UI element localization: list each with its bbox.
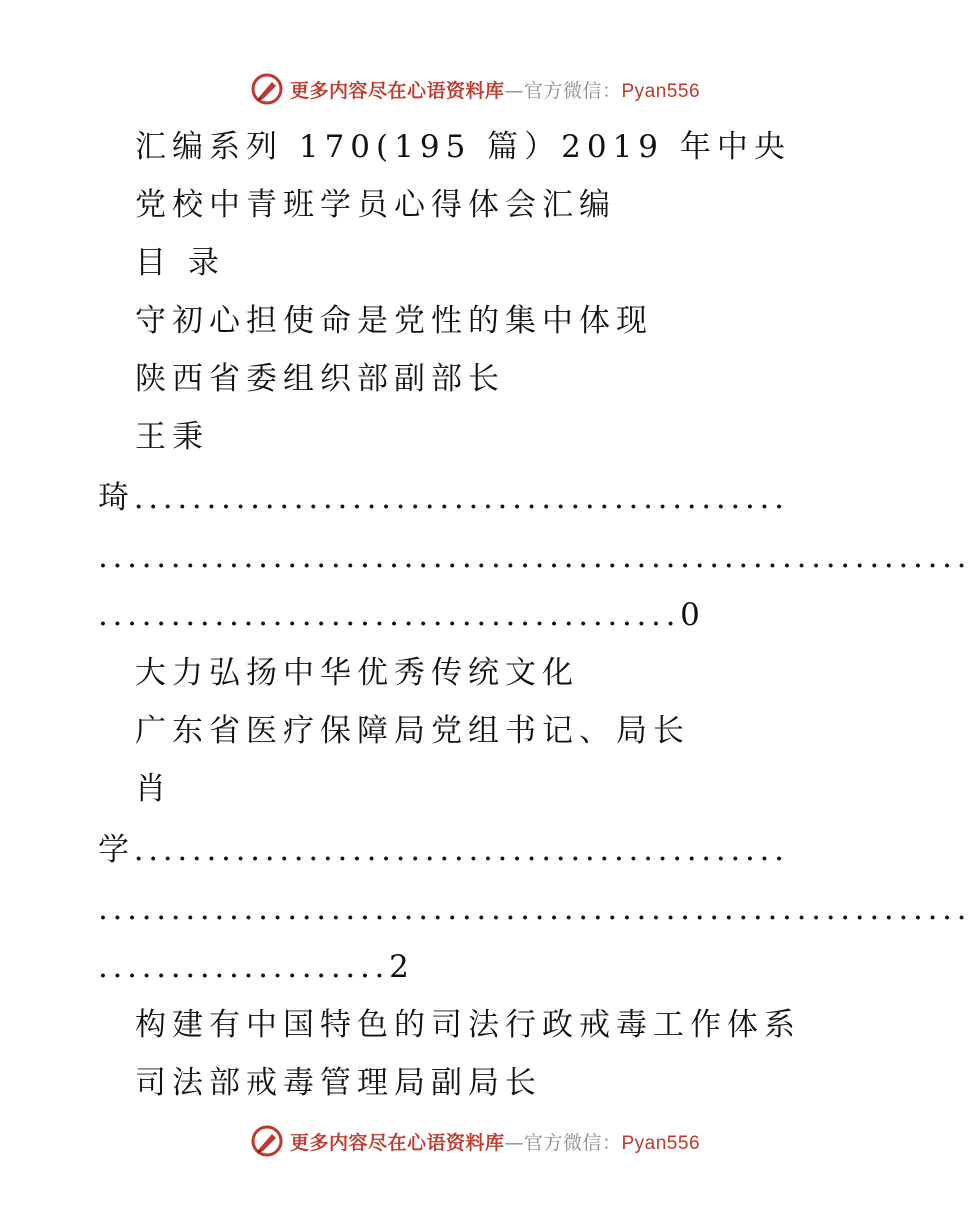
pen-logo-icon — [250, 72, 284, 106]
toc-heading: 目 录 — [135, 245, 225, 281]
watermark-dash: — — [504, 79, 524, 102]
doc-title-line-2: 党校中青班学员心得体会汇编 — [135, 187, 616, 223]
toc-entry-author-cont: 琦 — [98, 480, 134, 516]
toc-entry-page: 2 — [389, 949, 414, 985]
watermark-handle: Pyan556 — [621, 1132, 701, 1154]
toc-entry-title[interactable]: 构建有中国特色的司法行政戒毒工作体系 — [135, 1007, 801, 1043]
watermark-wechat-label: 官方微信： — [523, 1131, 622, 1154]
dot-leader: ............................................. — [133, 832, 789, 868]
dot-leader: ............................................................ — [98, 539, 971, 575]
watermark-wechat-label: 官方微信： — [523, 79, 622, 102]
toc-entry-position: 司法部戒毒管理局副局长 — [135, 1065, 542, 1101]
dot-leader: ........................................ — [98, 597, 681, 633]
toc-entry-author: 王秉 — [135, 419, 209, 455]
dot-leader: .................... — [98, 949, 390, 985]
toc-entry-title[interactable]: 守初心担使命是党性的集中体现 — [135, 303, 653, 339]
watermark-handle: Pyan556 — [621, 80, 701, 102]
toc-entry-page: 0 — [680, 597, 705, 633]
watermark-brand: 更多内容尽在心语资料库 — [289, 1131, 505, 1154]
watermark-dash: — — [504, 1131, 524, 1154]
toc-entry-title[interactable]: 大力弘扬中华优秀传统文化 — [135, 655, 579, 691]
footer-watermark — [0, 1124, 950, 1158]
doc-title-line-1: 汇编系列 170(195 篇）2019 年中央 — [135, 129, 791, 165]
dot-leader: ............................................. — [133, 480, 789, 516]
toc-entry-author-cont: 学 — [98, 832, 134, 868]
toc-entry-position: 陕西省委组织部副部长 — [135, 361, 505, 397]
header-watermark — [0, 72, 950, 106]
toc-entry-position: 广东省医疗保障局党组书记、局长 — [135, 713, 690, 749]
pen-logo-icon — [250, 1124, 284, 1158]
watermark-brand: 更多内容尽在心语资料库 — [289, 79, 505, 102]
dot-leader: ............................................................ — [98, 891, 971, 927]
toc-entry-author: 肖 — [135, 771, 172, 807]
